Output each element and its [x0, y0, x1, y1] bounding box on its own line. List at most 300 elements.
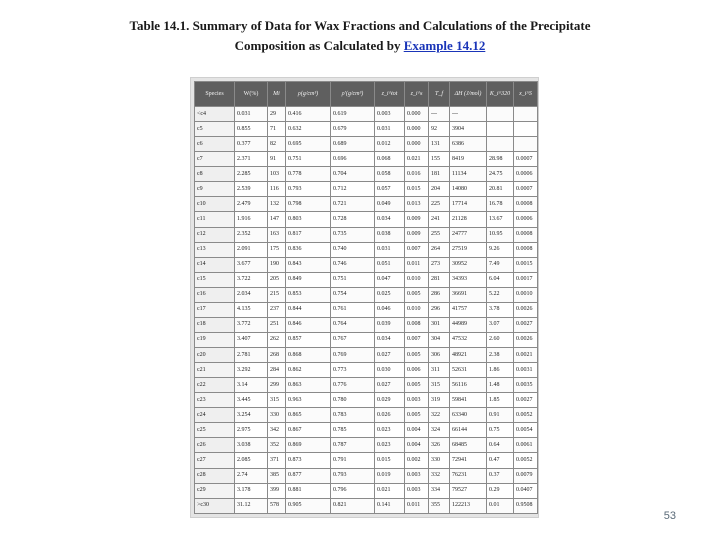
- species-cell: c25: [195, 423, 235, 438]
- table-cell: 0.776: [331, 378, 375, 393]
- table-row: [195, 332, 538, 347]
- table-cell: 0.0061: [514, 438, 538, 453]
- table-cell: 0.764: [331, 317, 375, 332]
- table-cell: 0.003: [405, 483, 429, 498]
- table-cell: [514, 107, 538, 122]
- column-header: Mi: [268, 82, 286, 107]
- table-cell: 0.010: [405, 272, 429, 287]
- table-cell: 225: [429, 197, 450, 212]
- table-cell: 36691: [450, 287, 487, 302]
- table-cell: 3.445: [235, 393, 268, 408]
- table-cell: 47532: [450, 332, 487, 347]
- table-cell: 0.778: [286, 167, 331, 182]
- column-header: ρ(g/cm³): [286, 82, 331, 107]
- table-cell: 0.746: [331, 257, 375, 272]
- table-row: [195, 302, 538, 317]
- table-cell: 0.027: [375, 378, 405, 393]
- table-cell: 3.722: [235, 272, 268, 287]
- species-cell: c12: [195, 227, 235, 242]
- table-cell: 41757: [450, 302, 487, 317]
- table-cell: 0.034: [375, 332, 405, 347]
- table-cell: 296: [429, 302, 450, 317]
- species-cell: c28: [195, 468, 235, 483]
- table-cell: 281: [429, 272, 450, 287]
- table-cell: 286: [429, 287, 450, 302]
- table-cell: 2.781: [235, 348, 268, 363]
- table-cell: 0.0035: [514, 378, 538, 393]
- table-cell: 0.013: [405, 197, 429, 212]
- table-cell: 8419: [450, 152, 487, 167]
- species-cell: >c30: [195, 498, 235, 513]
- table-cell: 0.793: [286, 182, 331, 197]
- species-cell: c29: [195, 483, 235, 498]
- table-cell: 0.751: [331, 272, 375, 287]
- table-cell: ---: [450, 107, 487, 122]
- table-cell: 52631: [450, 363, 487, 378]
- table-cell: 131: [429, 137, 450, 152]
- table-cell: 17714: [450, 197, 487, 212]
- species-cell: c11: [195, 212, 235, 227]
- species-cell: c13: [195, 242, 235, 257]
- table-row: [195, 453, 538, 468]
- table-row: [195, 348, 538, 363]
- table-cell: 0.047: [375, 272, 405, 287]
- table-cell: 0.963: [286, 393, 331, 408]
- table-cell: 0.046: [375, 302, 405, 317]
- table-cell: 3.407: [235, 332, 268, 347]
- table-cell: 2.085: [235, 453, 268, 468]
- table-cell: 0.01: [487, 498, 514, 513]
- table-cell: 0.721: [331, 197, 375, 212]
- table-cell: 0.0008: [514, 242, 538, 257]
- table-cell: 205: [268, 272, 286, 287]
- table-cell: 251: [268, 317, 286, 332]
- table-cell: [487, 107, 514, 122]
- table-cell: 0.632: [286, 122, 331, 137]
- table-cell: 0.0006: [514, 212, 538, 227]
- species-cell: c21: [195, 363, 235, 378]
- table-cell: 0.0007: [514, 152, 538, 167]
- table-cell: 0.846: [286, 317, 331, 332]
- table-cell: 273: [429, 257, 450, 272]
- table-cell: 352: [268, 438, 286, 453]
- table-cell: 132: [268, 197, 286, 212]
- table-cell: 72941: [450, 453, 487, 468]
- table-cell: 0.0006: [514, 167, 538, 182]
- table-cell: 330: [268, 408, 286, 423]
- table-cell: [487, 137, 514, 152]
- table-cell: 5.22: [487, 287, 514, 302]
- table-row: [195, 122, 538, 137]
- data-table-image: [190, 77, 539, 518]
- table-row: [195, 317, 538, 332]
- species-cell: c6: [195, 137, 235, 152]
- table-row: [195, 498, 538, 513]
- table-cell: 0.057: [375, 182, 405, 197]
- species-cell: c27: [195, 453, 235, 468]
- table-cell: 0.003: [405, 393, 429, 408]
- table-cell: 0.47: [487, 453, 514, 468]
- species-cell: c24: [195, 408, 235, 423]
- table-cell: 0.769: [331, 348, 375, 363]
- table-cell: 20.81: [487, 182, 514, 197]
- table-cell: 0.051: [375, 257, 405, 272]
- table-cell: 0.012: [375, 137, 405, 152]
- table-cell: 334: [429, 483, 450, 498]
- table-cell: 0.783: [331, 408, 375, 423]
- table-cell: 0.821: [331, 498, 375, 513]
- table-cell: 0.803: [286, 212, 331, 227]
- table-cell: 0.416: [286, 107, 331, 122]
- table-cell: 71: [268, 122, 286, 137]
- table-cell: 324: [429, 423, 450, 438]
- table-cell: 330: [429, 453, 450, 468]
- table-cell: 0.027: [375, 348, 405, 363]
- table-cell: 0.021: [405, 152, 429, 167]
- species-cell: c9: [195, 182, 235, 197]
- table-cell: 0.796: [331, 483, 375, 498]
- table-cell: 0.0054: [514, 423, 538, 438]
- table-cell: 264: [429, 242, 450, 257]
- table-cell: 241: [429, 212, 450, 227]
- table-cell: 0.004: [405, 423, 429, 438]
- table-cell: 0.855: [235, 122, 268, 137]
- table-row: [195, 423, 538, 438]
- table-cell: 0.873: [286, 453, 331, 468]
- table-cell: 0.785: [331, 423, 375, 438]
- table-cell: 0.031: [235, 107, 268, 122]
- table-row: [195, 242, 538, 257]
- table-cell: 342: [268, 423, 286, 438]
- table-cell: 116: [268, 182, 286, 197]
- table-cell: 10.95: [487, 227, 514, 242]
- table-row: [195, 438, 538, 453]
- table-cell: 255: [429, 227, 450, 242]
- table-cell: 0.0010: [514, 287, 538, 302]
- table-cell: 175: [268, 242, 286, 257]
- table-cell: 0.905: [286, 498, 331, 513]
- table-cell: 122213: [450, 498, 487, 513]
- table-cell: 0.9508: [514, 498, 538, 513]
- table-row: [195, 197, 538, 212]
- page-number: 53: [663, 510, 676, 522]
- table-cell: 0.0052: [514, 408, 538, 423]
- table-cell: 0.735: [331, 227, 375, 242]
- table-cell: 68485: [450, 438, 487, 453]
- species-cell: c8: [195, 167, 235, 182]
- table-cell: 59841: [450, 393, 487, 408]
- table-cell: 0.019: [375, 468, 405, 483]
- table-cell: 0.844: [286, 302, 331, 317]
- species-cell: c15: [195, 272, 235, 287]
- table-cell: 2.285: [235, 167, 268, 182]
- table-cell: 21128: [450, 212, 487, 227]
- table-cell: 0.64: [487, 438, 514, 453]
- table-cell: 0.754: [331, 287, 375, 302]
- table-cell: 299: [268, 378, 286, 393]
- table-cell: 0.862: [286, 363, 331, 378]
- table-cell: 6386: [450, 137, 487, 152]
- table-cell: 315: [429, 378, 450, 393]
- table-cell: 48921: [450, 348, 487, 363]
- table-cell: [514, 122, 538, 137]
- table-cell: 0.005: [405, 408, 429, 423]
- table-cell: 215: [268, 287, 286, 302]
- table-cell: 2.091: [235, 242, 268, 257]
- table-cell: 578: [268, 498, 286, 513]
- table-cell: 284: [268, 363, 286, 378]
- table-cell: 92: [429, 122, 450, 137]
- table-row: [195, 152, 538, 167]
- table-cell: 0.0079: [514, 468, 538, 483]
- species-cell: c18: [195, 317, 235, 332]
- table-cell: 6.04: [487, 272, 514, 287]
- table-cell: 0.29: [487, 483, 514, 498]
- column-header: Species: [195, 82, 235, 107]
- table-row: [195, 272, 538, 287]
- species-cell: <c4: [195, 107, 235, 122]
- species-cell: c7: [195, 152, 235, 167]
- table-cell: 385: [268, 468, 286, 483]
- table-cell: 0.793: [331, 468, 375, 483]
- table-cell: 304: [429, 332, 450, 347]
- table-cell: 14080: [450, 182, 487, 197]
- table-cell: 0.030: [375, 363, 405, 378]
- table-row: [195, 378, 538, 393]
- table-cell: 0.000: [405, 107, 429, 122]
- table-cell: 311: [429, 363, 450, 378]
- table-cell: 0.619: [331, 107, 375, 122]
- table-cell: 0.0008: [514, 227, 538, 242]
- table-cell: 0.704: [331, 167, 375, 182]
- table-cell: 11134: [450, 167, 487, 182]
- table-cell: 0.836: [286, 242, 331, 257]
- table-cell: 0.029: [375, 393, 405, 408]
- table-cell: 29: [268, 107, 286, 122]
- table-cell: 0.877: [286, 468, 331, 483]
- table-cell: 268: [268, 348, 286, 363]
- table-row: [195, 468, 538, 483]
- table-cell: 0.005: [405, 348, 429, 363]
- column-header: z_i^s: [405, 82, 429, 107]
- table-cell: 0.863: [286, 378, 331, 393]
- table-cell: 0.696: [331, 152, 375, 167]
- table-row: [195, 363, 538, 378]
- table-cell: 0.008: [405, 317, 429, 332]
- species-cell: c5: [195, 122, 235, 137]
- table-cell: [487, 122, 514, 137]
- table-cell: 0.005: [405, 378, 429, 393]
- table-cell: 0.0026: [514, 302, 538, 317]
- table-cell: 3904: [450, 122, 487, 137]
- wax-fraction-table: [194, 81, 538, 514]
- table-cell: 0.773: [331, 363, 375, 378]
- species-cell: c17: [195, 302, 235, 317]
- table-cell: 0.023: [375, 438, 405, 453]
- table-cell: 2.975: [235, 423, 268, 438]
- table-cell: 0.868: [286, 348, 331, 363]
- table-cell: 0.007: [405, 242, 429, 257]
- table-cell: 0.015: [405, 182, 429, 197]
- table-cell: 0.0008: [514, 197, 538, 212]
- table-cell: 0.740: [331, 242, 375, 257]
- table-cell: 2.479: [235, 197, 268, 212]
- table-cell: 0.712: [331, 182, 375, 197]
- table-cell: 4.135: [235, 302, 268, 317]
- table-cell: 0.023: [375, 423, 405, 438]
- title-line-1: Table 14.1. Summary of Data for Wax Fractions and Calculations of the Precipitate: [129, 18, 591, 33]
- table-cell: 0.849: [286, 272, 331, 287]
- table-cell: 44989: [450, 317, 487, 332]
- table-cell: 399: [268, 483, 286, 498]
- table-cell: 34393: [450, 272, 487, 287]
- table-cell: 0.031: [375, 122, 405, 137]
- table-cell: 315: [268, 393, 286, 408]
- table-cell: 319: [429, 393, 450, 408]
- table-cell: 0.039: [375, 317, 405, 332]
- table-cell: 322: [429, 408, 450, 423]
- table-cell: 63340: [450, 408, 487, 423]
- table-row: [195, 483, 538, 498]
- table-cell: 0.780: [331, 393, 375, 408]
- table-cell: 2.352: [235, 227, 268, 242]
- example-link[interactable]: Example 14.12: [403, 38, 486, 53]
- table-cell: 0.37: [487, 468, 514, 483]
- table-cell: 0.0015: [514, 257, 538, 272]
- slide-title: [0, 16, 720, 56]
- table-cell: 0.689: [331, 137, 375, 152]
- table-cell: 66144: [450, 423, 487, 438]
- table-cell: 82: [268, 137, 286, 152]
- table-cell: 237: [268, 302, 286, 317]
- table-cell: 306: [429, 348, 450, 363]
- table-cell: 0.679: [331, 122, 375, 137]
- table-row: [195, 393, 538, 408]
- title-line-2: [0, 36, 720, 56]
- table-cell: 0.0027: [514, 393, 538, 408]
- table-cell: 3.677: [235, 257, 268, 272]
- table-cell: 2.371: [235, 152, 268, 167]
- table-cell: 0.0017: [514, 272, 538, 287]
- table-cell: 0.865: [286, 408, 331, 423]
- table-cell: 1.916: [235, 212, 268, 227]
- table-cell: 163: [268, 227, 286, 242]
- title-line-2-text: Composition as Calculated by: [234, 38, 404, 53]
- table-cell: 31.12: [235, 498, 268, 513]
- table-cell: 2.539: [235, 182, 268, 197]
- table-cell: 0.798: [286, 197, 331, 212]
- table-cell: 0.853: [286, 287, 331, 302]
- table-cell: 0.75: [487, 423, 514, 438]
- table-cell: 0.0007: [514, 182, 538, 197]
- table-cell: [514, 137, 538, 152]
- table-cell: 181: [429, 167, 450, 182]
- table-cell: 0.791: [331, 453, 375, 468]
- table-row: [195, 167, 538, 182]
- table-cell: 0.034: [375, 212, 405, 227]
- table-cell: 27519: [450, 242, 487, 257]
- table-cell: 24.75: [487, 167, 514, 182]
- table-cell: 355: [429, 498, 450, 513]
- table-cell: 0.021: [375, 483, 405, 498]
- table-cell: 0.016: [405, 167, 429, 182]
- table-cell: 1.85: [487, 393, 514, 408]
- table-cell: 0.002: [405, 453, 429, 468]
- table-cell: 76231: [450, 468, 487, 483]
- table-cell: 0.857: [286, 332, 331, 347]
- table-cell: 30952: [450, 257, 487, 272]
- table-header-row: [195, 82, 538, 107]
- table-cell: 0.025: [375, 287, 405, 302]
- table-cell: 147: [268, 212, 286, 227]
- species-cell: c20: [195, 348, 235, 363]
- table-cell: 3.07: [487, 317, 514, 332]
- table-cell: 0.767: [331, 332, 375, 347]
- table-cell: 0.751: [286, 152, 331, 167]
- table-cell: 0.011: [405, 257, 429, 272]
- table-cell: 0.005: [405, 287, 429, 302]
- column-header: K_i^320: [487, 82, 514, 107]
- table-cell: 0.026: [375, 408, 405, 423]
- table-cell: 0.007: [405, 332, 429, 347]
- table-cell: 0.728: [331, 212, 375, 227]
- table-cell: 9.26: [487, 242, 514, 257]
- species-cell: c23: [195, 393, 235, 408]
- table-cell: 371: [268, 453, 286, 468]
- table-row: [195, 287, 538, 302]
- table-row: [195, 408, 538, 423]
- table-cell: 0.867: [286, 423, 331, 438]
- table-cell: 28.98: [487, 152, 514, 167]
- table-cell: 0.869: [286, 438, 331, 453]
- table-cell: 3.038: [235, 438, 268, 453]
- column-header: ρ'(g/cm³): [331, 82, 375, 107]
- table-cell: 3.178: [235, 483, 268, 498]
- table-row: [195, 182, 538, 197]
- table-cell: 0.000: [405, 122, 429, 137]
- table-cell: 91: [268, 152, 286, 167]
- species-cell: c19: [195, 332, 235, 347]
- table-row: [195, 227, 538, 242]
- table-cell: 0.141: [375, 498, 405, 513]
- table-cell: 0.058: [375, 167, 405, 182]
- table-row: [195, 137, 538, 152]
- table-cell: 56116: [450, 378, 487, 393]
- table-body: [195, 107, 538, 514]
- table-cell: 301: [429, 317, 450, 332]
- table-cell: 0.009: [405, 227, 429, 242]
- table-cell: 0.761: [331, 302, 375, 317]
- table-cell: 79527: [450, 483, 487, 498]
- table-cell: ---: [429, 107, 450, 122]
- table-cell: 0.0031: [514, 363, 538, 378]
- species-cell: c16: [195, 287, 235, 302]
- table-cell: 103: [268, 167, 286, 182]
- table-cell: 0.0407: [514, 483, 538, 498]
- table-cell: 0.003: [405, 468, 429, 483]
- table-cell: 0.049: [375, 197, 405, 212]
- table-cell: 0.004: [405, 438, 429, 453]
- column-header: T_f: [429, 82, 450, 107]
- table-cell: 0.787: [331, 438, 375, 453]
- table-cell: 0.038: [375, 227, 405, 242]
- table-cell: 2.60: [487, 332, 514, 347]
- table-cell: 0.0052: [514, 453, 538, 468]
- table-cell: 3.772: [235, 317, 268, 332]
- column-header: z_i^tot: [375, 82, 405, 107]
- table-cell: 0.377: [235, 137, 268, 152]
- table-cell: 190: [268, 257, 286, 272]
